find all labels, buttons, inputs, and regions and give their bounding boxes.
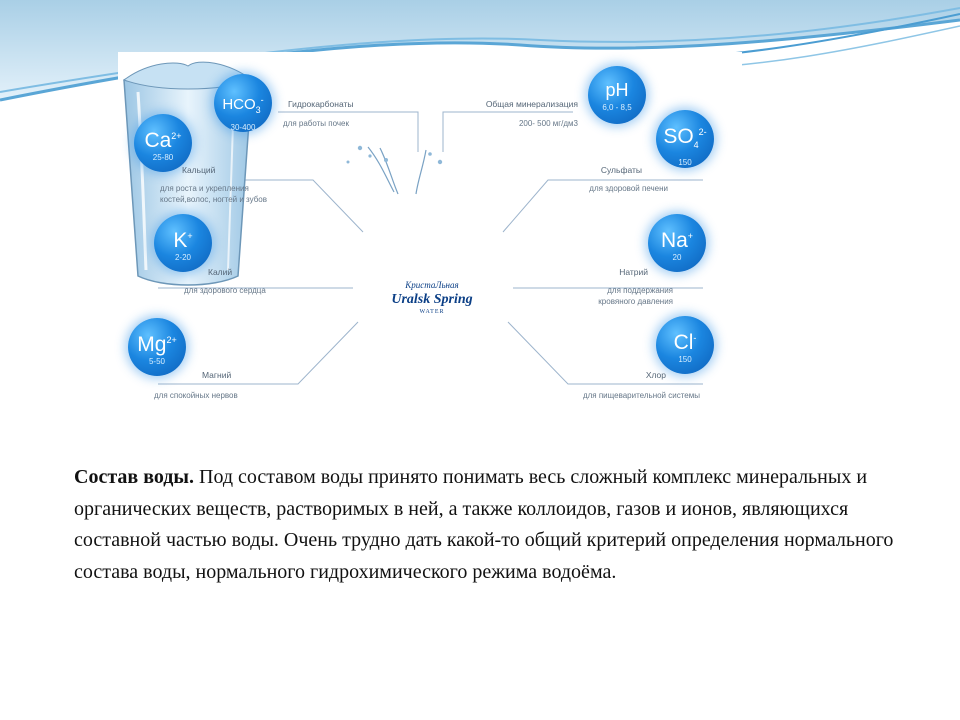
ion-bubble-mg xyxy=(128,318,186,376)
brand-line2: Uralsk Spring xyxy=(391,292,473,307)
ion-desc-line: для пищеварительной системы xyxy=(582,391,700,400)
paragraph-heading: Состав воды. xyxy=(74,466,195,488)
ion-charge: 2+ xyxy=(166,335,177,345)
ion-symbol: HCO xyxy=(222,96,256,113)
ion-bubble-cl xyxy=(656,316,714,374)
ion-subscript: 3 xyxy=(255,105,261,115)
brand-line3: WATER xyxy=(419,309,445,315)
ph-bubble xyxy=(588,66,646,124)
ion-desc-k xyxy=(184,285,266,296)
ion-range: 5-50 xyxy=(148,357,165,366)
ion-bubble-na xyxy=(648,214,706,272)
ion-desc-line: кровяного давления xyxy=(598,297,673,306)
ion-name-mg: Магний xyxy=(202,370,232,380)
ion-symbol: Na xyxy=(660,229,688,252)
ph-symbol: pH xyxy=(605,80,629,100)
ion-symbol: K xyxy=(173,229,188,252)
ion-desc-so4 xyxy=(518,183,668,194)
ion-bubble-ca xyxy=(134,114,192,172)
ion-bubble-k xyxy=(154,214,212,272)
ion-bubble-so4 xyxy=(656,110,714,168)
ion-name-hco3: Гидрокарбонаты xyxy=(288,99,354,109)
mineralization-value: 200- 500 мг/дм3 xyxy=(518,119,578,128)
ion-charge: - xyxy=(260,95,264,105)
ion-desc-line: для здорового сердца xyxy=(184,286,266,295)
ion-range: 25-80 xyxy=(152,153,174,162)
ion-subscript: 4 xyxy=(693,140,699,151)
composition-paragraph xyxy=(74,462,894,588)
ion-desc-ca xyxy=(160,183,267,205)
ion-name-ca: Кальций xyxy=(182,165,216,175)
brand-label xyxy=(376,280,488,332)
ion-name-so4: Сульфаты xyxy=(600,165,642,175)
ion-charge: 2+ xyxy=(171,131,182,141)
water-composition-infographic xyxy=(118,52,742,432)
ion-name-cl: Хлор xyxy=(645,370,666,380)
ion-desc-line: для роста и укрепления xyxy=(160,184,249,193)
mineralization-label: Общая минерализация xyxy=(485,99,578,109)
ion-range: 150 xyxy=(678,158,692,168)
ion-desc-line: для здоровой печени xyxy=(589,184,668,193)
ion-symbol: Mg xyxy=(137,333,167,356)
ion-desc-mg xyxy=(154,390,238,401)
ion-charge: - xyxy=(693,333,697,343)
ion-charge: 2- xyxy=(698,127,707,137)
ion-symbol: Cl xyxy=(673,331,694,354)
ion-desc-na xyxy=(528,285,673,307)
ion-desc-cl xyxy=(518,390,700,401)
ion-range: 30-400 xyxy=(230,123,256,132)
ion-charge: + xyxy=(687,231,694,241)
brand-line1: КристаЛьная xyxy=(405,280,459,290)
ion-symbol: SO xyxy=(663,125,694,148)
ion-symbol: Ca xyxy=(144,129,172,152)
ion-range: 150 xyxy=(678,355,692,364)
ion-bubble-hco3 xyxy=(214,74,272,132)
ion-desc-hco3: для работы почек xyxy=(283,119,350,128)
ion-range: 20 xyxy=(672,253,682,262)
ion-charge: + xyxy=(187,231,193,241)
paragraph-body: Под составом воды принято понимать весь сложный комплекс минеральных и органических веществ, растворимых в ней, а также коллоидов, газов и ионов, являющихся составной частью воды. Очень трудно дать какой-то общий критерий определения нормального состава воды, нормального гидрохимического режима водоёма. xyxy=(74,466,894,583)
ph-range: 6,0 - 8,5 xyxy=(602,103,632,112)
ion-desc-line: для поддержания xyxy=(607,286,673,295)
ion-name-na: Натрий xyxy=(619,267,648,277)
ion-desc-line: костей,волос, ногтей и зубов xyxy=(160,195,267,204)
ion-desc-line: для спокойных нервов xyxy=(154,391,238,400)
ion-range: 2-20 xyxy=(174,253,191,262)
ion-name-k: Калий xyxy=(208,267,233,277)
